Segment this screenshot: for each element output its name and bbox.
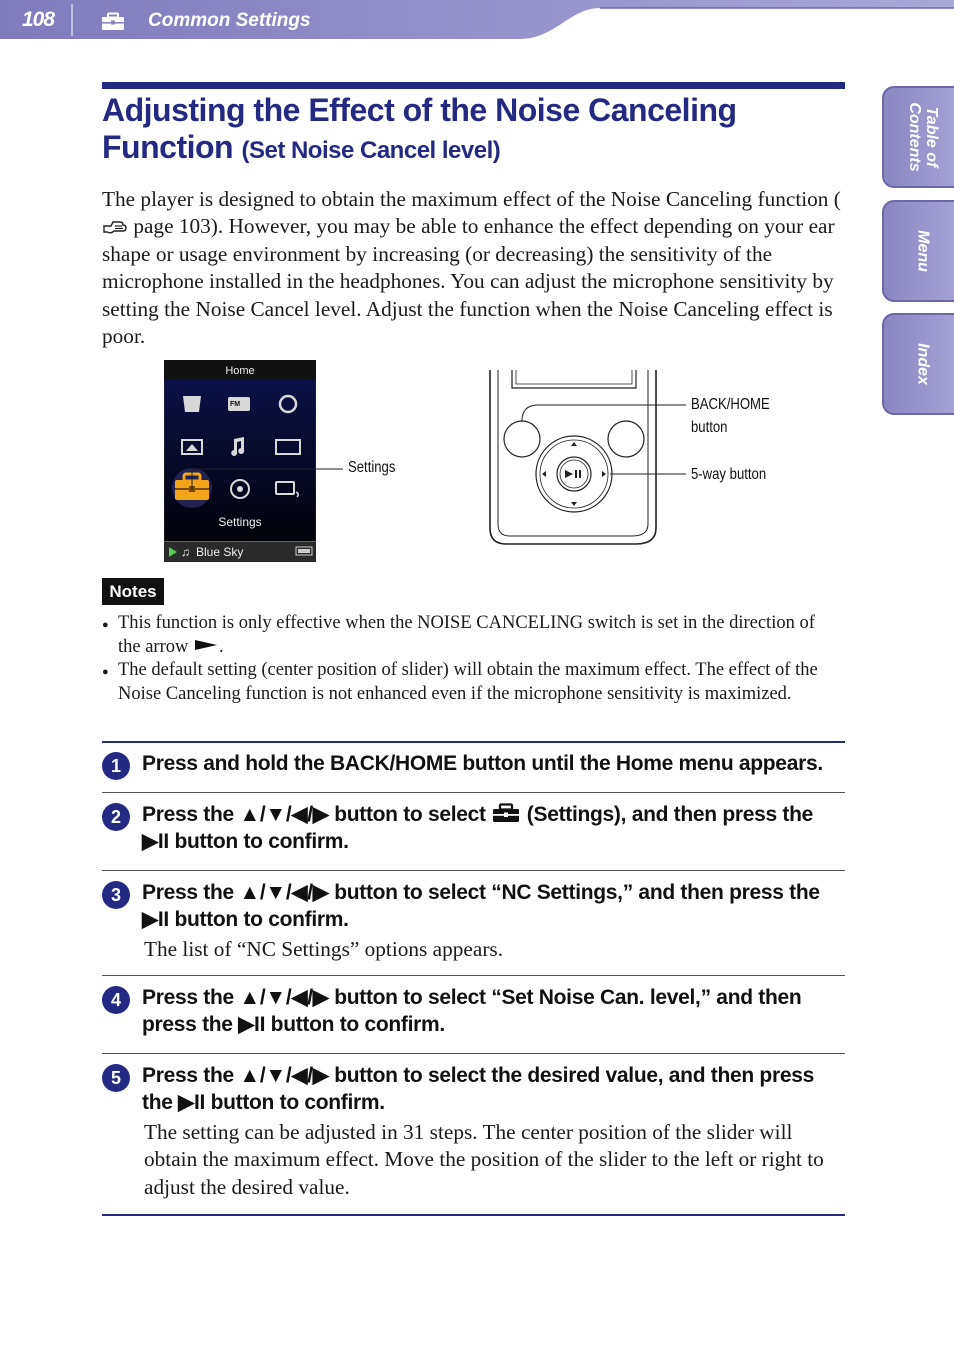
five-way-callout: 5-way button <box>691 466 767 483</box>
step-text: (Settings), and then press the ▶II button to confirm. <box>142 803 814 853</box>
step-divider <box>102 792 845 793</box>
screen-header-label: Home <box>225 365 255 377</box>
toolbox-icon <box>491 803 521 823</box>
home-screen-illustration <box>164 360 316 562</box>
step-text: Press the ▲/▼/◀/▶ button to select <box>142 803 492 826</box>
step-divider <box>102 1053 845 1054</box>
title-rule <box>102 82 845 89</box>
step-text: Press the ▲/▼/◀/▶ button to select “Set Noise Can. level,” and then press the ▶II button to confirm. <box>142 986 802 1036</box>
intro-text: page 103). However, you may be able to enhance the effect depending on your ear shape or usage environment by increasing (or decreasing) the sensitivity of the microphone installed in the headphones. You can adjust the microphone sensitivity by setting the Noise Cancel level. Adjust the function when the Noise Canceling effect is poor. <box>102 214 835 349</box>
tab-index[interactable] <box>882 313 954 415</box>
screen-now-playing: Blue Sky <box>196 545 244 559</box>
note-text: . <box>219 636 224 657</box>
note-item <box>102 612 842 659</box>
step-text: Press and hold the BACK/HOME button until the Home menu appears. <box>142 752 823 775</box>
notes-badge: Notes <box>102 578 164 605</box>
header-band <box>0 0 954 40</box>
step-text: Press the ▲/▼/◀/▶ button to select the desired value, and then press the ▶II button to confirm. <box>142 1064 814 1114</box>
option-button <box>608 421 644 457</box>
screen-selected-label: Settings <box>218 515 262 529</box>
section-title: Common Settings <box>148 10 311 31</box>
back-home-button <box>504 421 540 457</box>
back-home-callout <box>691 393 770 439</box>
tab-label: Menu <box>914 230 932 272</box>
tab-label: Index <box>914 343 932 385</box>
tab-table-of-contents[interactable] <box>882 86 954 188</box>
note-bullet: ● <box>102 619 109 631</box>
settings-callout: Settings <box>348 459 396 476</box>
step-number: 2 <box>102 803 130 831</box>
reference-hand-icon <box>102 218 128 236</box>
step-4 <box>102 984 842 1038</box>
player-illustration <box>486 370 696 550</box>
step-number: 5 <box>102 1064 130 1092</box>
note-text: This function is only effective when the NOISE CANCELING switch is set in the direction of the arrow <box>118 613 815 657</box>
step-5 <box>102 1062 842 1201</box>
intro-text: The player is designed to obtain the maximum effect of the Noise Canceling function ( <box>102 187 841 211</box>
step-number: 4 <box>102 986 130 1014</box>
toolbox-icon <box>100 12 126 32</box>
callout-line: BACK/HOME <box>691 396 770 413</box>
step-description: The list of “NC Settings” options appears. <box>144 937 504 961</box>
title-main: Adjusting the Effect of the Noise Canceling Function <box>102 92 737 165</box>
arrow-right-icon <box>193 638 219 652</box>
step-divider <box>102 1214 845 1216</box>
callout-line: button <box>691 419 728 436</box>
step-description: The setting can be adjusted in 31 steps. The center position of the slider will obtain the maximum effect. Move the position of the slider to the left or right to adjust the desired value. <box>144 1120 824 1199</box>
note-text: The default setting (center position of slider) will obtain the maximum effect. The effect of the Noise Canceling function is not enhanced even if the microphone sensitivity is maximized. <box>118 660 818 704</box>
settings-callout-line <box>180 462 350 492</box>
note-bullet: ● <box>102 666 109 678</box>
step-number: 1 <box>102 752 130 780</box>
fm-label: FM <box>229 401 241 408</box>
screen-note-icon: ♫ <box>181 545 190 559</box>
tab-menu[interactable] <box>882 200 954 302</box>
step-divider <box>102 870 845 871</box>
tab-label: Table of Contents <box>906 102 940 172</box>
five-way-button <box>557 457 591 491</box>
step-3 <box>102 879 842 963</box>
step-divider <box>102 741 845 743</box>
page-number: 108 <box>22 8 55 31</box>
step-text: Press the ▲/▼/◀/▶ button to select “NC Settings,” and then press the ▶II button to confirm. <box>142 881 820 931</box>
intro-paragraph <box>102 186 842 350</box>
title-sub: (Set Noise Cancel level) <box>241 137 501 164</box>
step-2 <box>102 801 842 855</box>
note-item <box>102 659 842 706</box>
step-divider <box>102 975 845 976</box>
step-1 <box>102 750 842 777</box>
page-title <box>102 92 862 169</box>
step-number: 3 <box>102 881 130 909</box>
